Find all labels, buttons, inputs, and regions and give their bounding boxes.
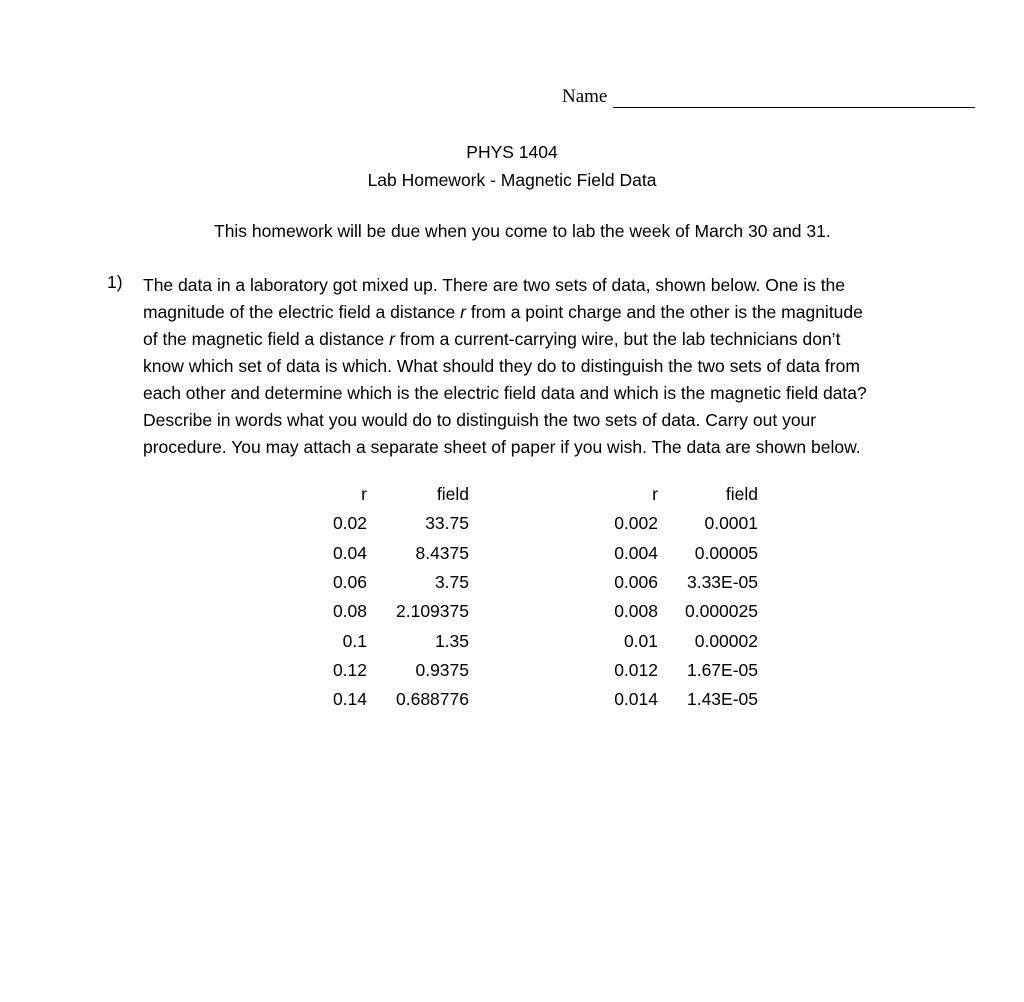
cell-field: 33.75	[425, 513, 469, 534]
cell-field: 0.688776	[396, 689, 469, 710]
question-line: know which set of data is which. What should they do to distinguish the two sets of data from	[143, 356, 860, 376]
data-table-right	[598, 480, 758, 714]
table-row	[320, 539, 469, 568]
cell-field: 3.75	[434, 572, 469, 593]
table-row	[598, 539, 758, 568]
cell-r: 0.006	[614, 572, 658, 593]
table-row	[320, 597, 469, 626]
cell-field: 0.9375	[415, 659, 469, 680]
cell-field: 1.43E-05	[686, 689, 758, 710]
cell-field: 0.000025	[685, 601, 758, 622]
question-number: 1)	[107, 272, 123, 292]
name-field	[562, 86, 975, 108]
cell-r: 0.004	[614, 542, 658, 563]
table-header-row	[598, 480, 758, 509]
cell-r: 0.06	[332, 572, 367, 593]
table-row	[598, 509, 758, 538]
table-row	[598, 685, 758, 714]
table-row	[320, 656, 469, 685]
due-date-note: This homework will be due when you come to lab the week of March 30 and 31.	[214, 221, 831, 241]
cell-field: 8.4375	[415, 542, 469, 563]
cell-field: 2.109375	[396, 601, 469, 622]
question-line: procedure. You may attach a separate sheet of paper if you wish. The data are shown below.	[143, 437, 861, 457]
table-row	[320, 568, 469, 597]
table-row	[598, 626, 758, 655]
cell-field: 3.33E-05	[686, 572, 758, 593]
question-line: of the magnetic field a distance r from a current-carrying wire, but the lab technicians don’t	[143, 329, 841, 349]
question-line: magnitude of the electric field a distance r from a point charge and the other is the magnitude	[143, 302, 863, 322]
table-row	[598, 568, 758, 597]
cell-field: 0.0001	[704, 513, 758, 534]
page-title: Lab Homework - Magnetic Field Data	[367, 170, 657, 190]
cell-field: 1.35	[434, 630, 469, 651]
data-table-left	[320, 480, 469, 714]
cell-field: 1.67E-05	[686, 659, 758, 680]
name-blank-line[interactable]	[613, 89, 975, 108]
course-code: PHYS 1404	[466, 142, 558, 162]
table-header-row	[320, 480, 469, 509]
cell-field: 0.00005	[694, 542, 758, 563]
cell-r: 0.12	[332, 659, 367, 680]
cell-field: 0.00002	[694, 630, 758, 651]
table-row	[320, 626, 469, 655]
column-header-field: field	[436, 484, 469, 505]
name-label: Name	[562, 86, 608, 107]
cell-r: 0.008	[614, 601, 658, 622]
question-line: each other and determine which is the electric field data and which is the magnetic field data?	[143, 383, 867, 403]
question-text	[143, 272, 973, 461]
table-row	[320, 509, 469, 538]
column-header-r: r	[652, 484, 658, 505]
cell-r: 0.012	[614, 659, 658, 680]
column-header-r: r	[361, 484, 367, 505]
question-line: The data in a laboratory got mixed up. There are two sets of data, shown below. One is the	[143, 275, 846, 295]
table-row	[598, 597, 758, 626]
cell-r: 0.1	[342, 630, 367, 651]
table-row	[598, 656, 758, 685]
cell-r: 0.002	[614, 513, 658, 534]
cell-r: 0.02	[332, 513, 367, 534]
cell-r: 0.04	[332, 542, 367, 563]
cell-r: 0.08	[332, 601, 367, 622]
cell-r: 0.14	[332, 689, 367, 710]
column-header-field: field	[725, 484, 758, 505]
cell-r: 0.014	[614, 689, 658, 710]
question-line: Describe in words what you would do to distinguish the two sets of data. Carry out your	[143, 410, 817, 430]
table-row	[320, 685, 469, 714]
cell-r: 0.01	[623, 630, 658, 651]
